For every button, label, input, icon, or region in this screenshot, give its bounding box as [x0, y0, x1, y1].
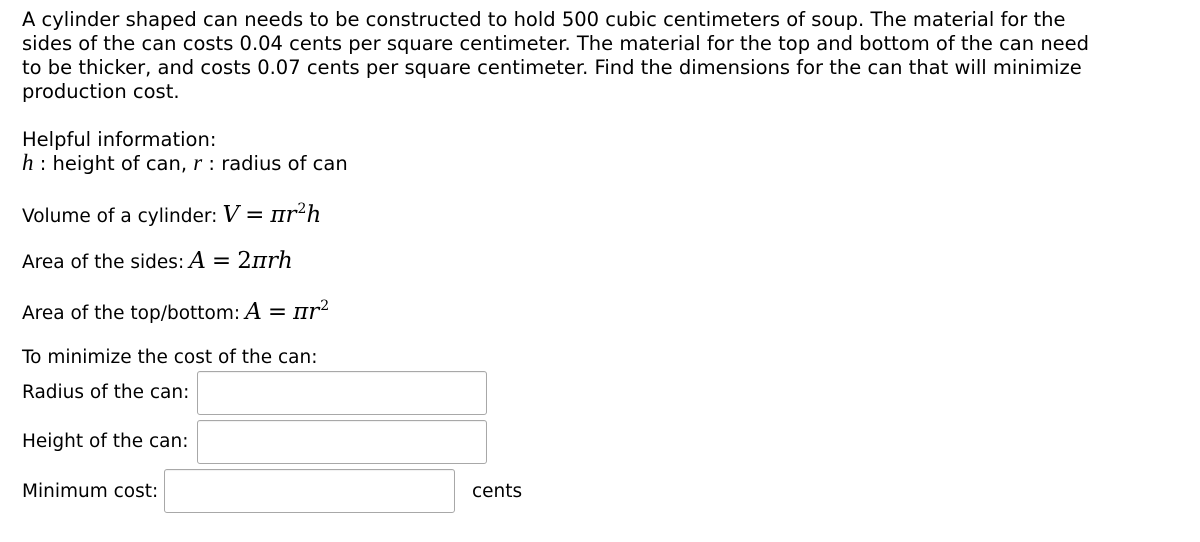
- variable-definitions: [22, 151, 348, 176]
- h-description: : height of can,: [39, 152, 188, 175]
- sides-area-label: Area of the sides:: [22, 252, 185, 273]
- topbottom-area-lhs: A: [245, 299, 262, 325]
- equals-sign: =: [245, 202, 265, 228]
- problem-line: to be thicker, and costs 0.07 cents per square centimeter. Find the dimensions for the can that will minimize: [22, 56, 1082, 79]
- equals-sign: =: [211, 248, 232, 274]
- coefficient: 2: [237, 248, 252, 274]
- problem-line: production cost.: [22, 80, 180, 103]
- exponent: 2: [297, 201, 307, 217]
- equals-sign: =: [267, 299, 288, 325]
- height-label: Height of the can:: [22, 431, 189, 452]
- topbottom-area-equation: [245, 299, 329, 325]
- cost-unit: cents: [472, 481, 523, 502]
- sides-area-lhs: A: [189, 248, 206, 274]
- volume-equation: [222, 202, 321, 228]
- volume-label: Volume of a cylinder:: [22, 206, 218, 227]
- cost-input[interactable]: [164, 469, 455, 513]
- volume-lhs: V: [222, 202, 240, 228]
- radius-symbol: r: [285, 202, 297, 228]
- sides-area-equation: [189, 248, 292, 274]
- radius-label: Radius of the can:: [22, 382, 190, 403]
- topbottom-area-formula: [22, 300, 329, 327]
- problem-line: A cylinder shaped can needs to be constructed to hold 500 cubic centimeters of soup. The material for the: [22, 8, 1066, 31]
- h-variable: h: [22, 150, 34, 175]
- radius-input[interactable]: [197, 371, 487, 415]
- sides-area-rhs: πrh: [251, 248, 293, 274]
- pi-symbol: π: [270, 202, 286, 228]
- topbottom-area-label: Area of the top/bottom:: [22, 303, 241, 324]
- height-symbol: h: [306, 202, 322, 228]
- r-variable: r: [193, 150, 203, 175]
- sides-area-formula: [22, 249, 293, 275]
- problem-line: sides of the can costs 0.04 cents per square centimeter. The material for the top and bottom of the can need: [22, 32, 1090, 55]
- problem-statement: [22, 8, 1142, 104]
- cost-label: Minimum cost:: [22, 481, 159, 502]
- exponent: 2: [320, 298, 330, 314]
- r-description: : radius of can: [208, 152, 348, 175]
- volume-formula: [22, 203, 321, 230]
- height-input[interactable]: [197, 420, 487, 464]
- topbottom-area-rhs: πr: [293, 299, 320, 325]
- answers-intro: To minimize the cost of the can:: [22, 347, 318, 368]
- helpful-info-title: Helpful information:: [22, 128, 217, 151]
